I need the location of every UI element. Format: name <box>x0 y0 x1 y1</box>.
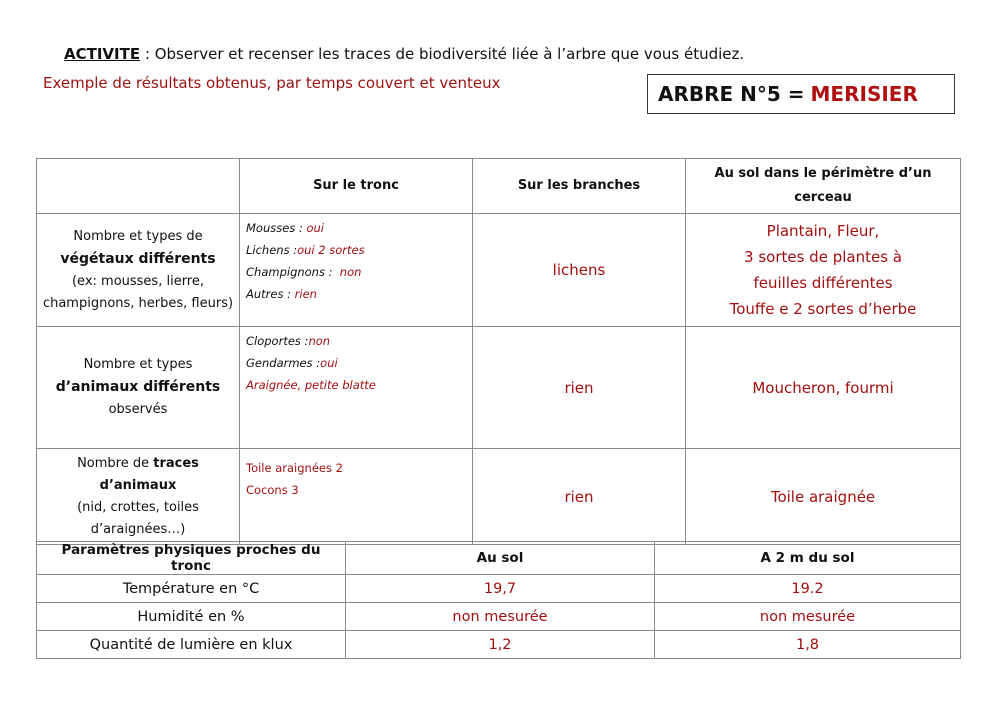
trunk-cell-traces <box>240 449 473 545</box>
list-item <box>246 283 466 305</box>
value-ground: 19,7 <box>346 575 655 603</box>
tree-title-box <box>647 74 955 114</box>
row-head-vegetation <box>37 214 240 327</box>
value-two-meters: 1,8 <box>655 631 961 659</box>
table-row <box>37 603 961 631</box>
ground-line: 3 sortes de plantes à feuilles différentes <box>744 248 902 292</box>
activity-text: : Observer et recenser les traces de biodiversité liée à l’arbre que vous étudiez. <box>140 45 745 63</box>
table-row-animals <box>37 327 961 449</box>
list-item <box>246 217 466 239</box>
trunk-cell-animals <box>240 327 473 449</box>
branches-cell-vegetation: lichens <box>473 214 686 327</box>
table-row <box>37 631 961 659</box>
observation-table <box>36 158 961 545</box>
row-head-text: Nombre et types de <box>73 228 203 244</box>
item-label: Champignons : <box>246 265 333 279</box>
row-head-text: (nid, crottes, toiles <box>77 499 199 515</box>
ground-line: Touffe e 2 sortes d’herbe <box>729 300 917 318</box>
list-item: Toile araignées 2 <box>246 461 343 475</box>
item-value: non <box>332 265 362 279</box>
item-label: Gendarmes : <box>246 356 321 370</box>
header-trunk: Sur le tronc <box>240 159 473 214</box>
item-value: oui <box>320 356 338 370</box>
header-branches: Sur les branches <box>473 159 686 214</box>
list-item <box>246 261 466 283</box>
header-ground: Au sol dans le périmètre d’un cerceau <box>686 159 961 214</box>
row-head-text: Nombre de <box>77 455 154 471</box>
ground-cell-traces <box>686 449 961 545</box>
header-two-meters: A 2 m du sol <box>655 542 961 575</box>
branches-cell-animals: rien <box>473 327 686 449</box>
table-row-traces <box>37 449 961 545</box>
ground-cell-vegetation <box>686 214 961 327</box>
ground-cell-animals <box>686 327 961 449</box>
item-label: Cloportes : <box>246 334 309 348</box>
row-head-traces <box>37 449 240 545</box>
value-ground: non mesurée <box>346 603 655 631</box>
physical-parameters-table <box>36 541 961 659</box>
row-head-bold: végétaux différents <box>60 250 216 267</box>
row-head-text: observés <box>108 402 168 417</box>
item-label: Autres : <box>246 287 291 301</box>
item-value: non <box>308 334 331 348</box>
item-value: oui <box>302 221 325 235</box>
row-head-text: champignons, herbes, fleurs) <box>42 295 234 311</box>
tree-number: ARBRE N°5 = <box>658 82 805 106</box>
row-head-animals <box>37 327 240 449</box>
header-empty <box>37 159 240 214</box>
table-row-vegetation <box>37 214 961 327</box>
observation-header-row <box>37 159 961 214</box>
list-item <box>246 330 466 352</box>
tree-species: MERISIER <box>810 82 918 106</box>
row-head-bold: traces d’animaux <box>99 455 199 493</box>
item-label: Mousses : <box>246 221 303 235</box>
activity-label: ACTIVITE <box>64 45 141 63</box>
trunk-cell-vegetation <box>240 214 473 327</box>
physical-header-row <box>37 542 961 575</box>
list-item <box>246 239 466 261</box>
row-head-bold: d’animaux différents <box>55 379 221 395</box>
row-head-text: Nombre et types <box>83 357 193 372</box>
param-light: Quantité de lumière en klux <box>37 631 346 659</box>
value-ground: 1,2 <box>346 631 655 659</box>
results-subtitle: Exemple de résultats obtenus, par temps couvert et venteux <box>43 74 501 92</box>
ground-line: Plantain, Fleur, <box>766 222 880 240</box>
row-head-text: d’araignées…) <box>90 521 186 537</box>
item-value: rien <box>291 287 317 301</box>
row-head-text: (ex: mousses, lierre, <box>71 273 204 289</box>
list-item <box>246 352 466 374</box>
list-item <box>246 374 466 396</box>
activity-instruction <box>64 45 744 63</box>
header-parameter: Paramètres physiques proches du tronc <box>37 542 346 575</box>
item-value: Araignée, petite blatte <box>246 378 376 392</box>
header-ground: Au sol <box>346 542 655 575</box>
table-row <box>37 575 961 603</box>
list-item: Cocons 3 <box>246 483 299 497</box>
ground-line: Moucheron, fourmi <box>752 378 894 397</box>
item-value: oui 2 sortes <box>297 243 365 257</box>
branches-cell-traces: rien <box>473 449 686 545</box>
value-two-meters: non mesurée <box>655 603 961 631</box>
param-humidity: Humidité en % <box>37 603 346 631</box>
param-temperature: Température en °C <box>37 575 346 603</box>
value-two-meters: 19.2 <box>655 575 961 603</box>
item-label: Lichens : <box>246 243 298 257</box>
ground-line: Toile araignée <box>770 487 876 506</box>
